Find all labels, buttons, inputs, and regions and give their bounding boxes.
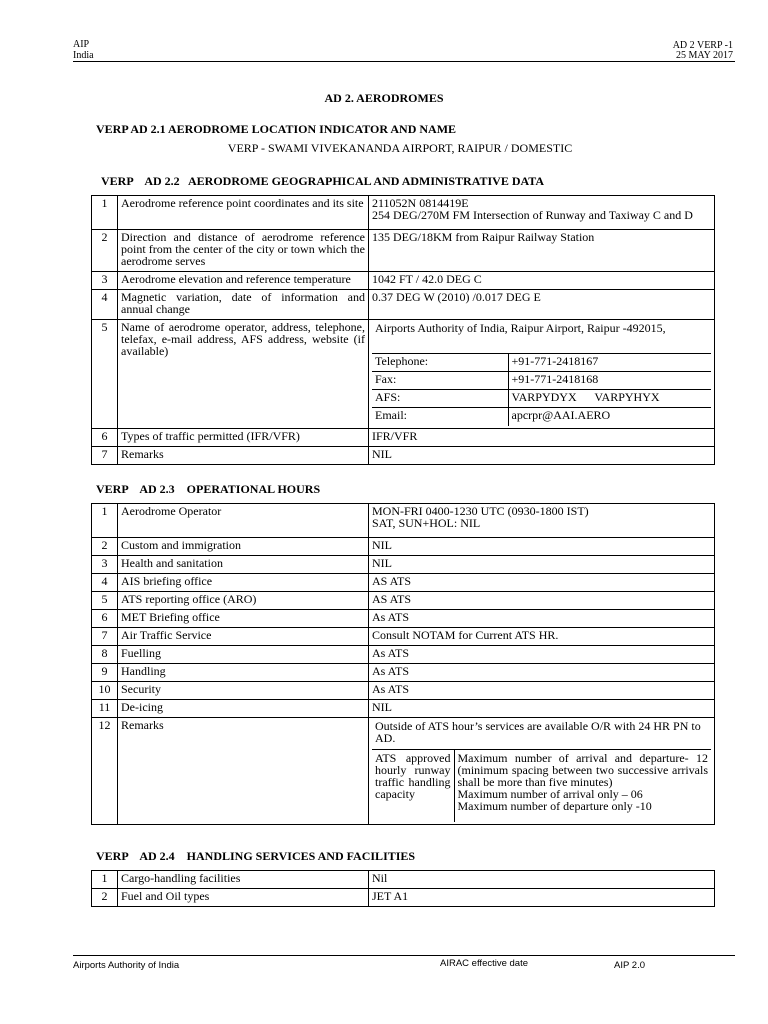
row-label: Handling <box>118 664 369 682</box>
header-page-ref: AD 2 VERP -1 <box>672 40 733 51</box>
header-date: 25 MAY 2017 <box>675 50 733 61</box>
table-row <box>92 592 715 610</box>
row-value: NIL <box>369 700 715 718</box>
capacity-row <box>372 750 711 822</box>
row-value: 0.37 DEG W (2010) /0.017 DEG E <box>369 290 715 320</box>
section-2-2-title: VERP AD 2.2 AERODROME GEOGRAPHICAL AND ADMINISTRATIVE DATA <box>101 174 545 188</box>
handling-services-table <box>91 870 715 907</box>
row-number: 1 <box>92 196 118 230</box>
footer-effective-date: AIRAC effective date <box>440 958 529 969</box>
table-row <box>92 504 715 538</box>
table-row <box>92 646 715 664</box>
footer-publisher: Airports Authority of India <box>73 960 180 971</box>
footer-divider <box>73 955 735 956</box>
header-country: India <box>73 50 94 61</box>
ats-remark: Outside of ATS hour’s services are available O/R with 24 HR PN to AD. <box>375 719 701 745</box>
row-value: As ATS <box>369 610 715 628</box>
row-label: Types of traffic permitted (IFR/VFR) <box>118 428 369 446</box>
table-row <box>92 718 715 825</box>
afs-value: VARPYDYX VARPYHYX <box>508 390 711 408</box>
row-label: MET Briefing office <box>118 610 369 628</box>
contact-table <box>372 353 711 426</box>
operator-details <box>369 320 715 429</box>
row-value: NIL <box>369 446 715 464</box>
capacity-label: ATS approved hourly runway traffic handling capacity <box>375 751 451 801</box>
row-number: 7 <box>92 446 118 464</box>
capacity-values <box>454 750 711 822</box>
table-row <box>92 556 715 574</box>
table-row <box>92 446 715 464</box>
row-value: 1042 FT / 42.0 DEG C <box>369 272 715 290</box>
telephone-value: +91-771-2418167 <box>508 354 711 372</box>
row-value: IFR/VFR <box>369 428 715 446</box>
table-row <box>92 230 715 272</box>
row-value: 135 DEG/18KM from Raipur Railway Station <box>369 230 715 272</box>
row-number: 9 <box>92 664 118 682</box>
row-number: 2 <box>92 230 118 272</box>
row-label: De-icing <box>118 700 369 718</box>
row-value: Consult NOTAM for Current ATS HR. <box>369 628 715 646</box>
table-row <box>92 871 715 889</box>
capacity-arrival-departure: Maximum number of arrival and departure- 12 (minimum spacing between two successive arrivals shall be more than five minutes) <box>457 751 708 789</box>
row-number: 3 <box>92 556 118 574</box>
row-number: 6 <box>92 610 118 628</box>
row-value: As ATS <box>369 664 715 682</box>
table-row <box>92 272 715 290</box>
contact-row <box>372 354 711 372</box>
section-2-3-title: VERP AD 2.3 OPERATIONAL HOURS <box>96 482 321 496</box>
table-row <box>92 320 715 429</box>
row-label: Aerodrome elevation and reference temperature <box>118 272 369 290</box>
contact-row <box>372 372 711 390</box>
section-2-4-title: VERP AD 2.4 HANDLING SERVICES AND FACILITIES <box>96 849 416 863</box>
table-row <box>92 700 715 718</box>
row-number: 4 <box>92 290 118 320</box>
contact-row <box>372 390 711 408</box>
contact-key: Email: <box>372 408 508 426</box>
row-label: ATS reporting office (ARO) <box>118 592 369 610</box>
row-number: 6 <box>92 428 118 446</box>
row-number: 2 <box>92 538 118 556</box>
table-row <box>92 682 715 700</box>
section-2-1-title: VERP AD 2.1 AERODROME LOCATION INDICATOR AND NAME <box>96 122 457 136</box>
table-row <box>92 428 715 446</box>
header-publication: AIP <box>73 39 90 50</box>
row-label: Cargo-handling facilities <box>118 871 369 889</box>
weekday-hours: MON-FRI 0400-1230 UTC (0930-1800 IST) <box>372 504 589 518</box>
row-value: AS ATS <box>369 592 715 610</box>
row-value: AS ATS <box>369 574 715 592</box>
page-title: AD 2. AERODROMES <box>324 91 444 105</box>
table-row <box>92 664 715 682</box>
email-value: apcrpr@AAI.AERO <box>508 408 711 426</box>
row-label: Aerodrome Operator <box>118 504 369 538</box>
row-label: Custom and immigration <box>118 538 369 556</box>
table-row <box>92 610 715 628</box>
row-label: Fuel and Oil types <box>118 889 369 907</box>
table-row <box>92 574 715 592</box>
row-number: 2 <box>92 889 118 907</box>
weekend-hours: SAT, SUN+HOL: NIL <box>372 516 481 530</box>
row-number: 12 <box>92 718 118 825</box>
row-label: AIS briefing office <box>118 574 369 592</box>
operational-hours-table <box>91 503 715 825</box>
row-value: Nil <box>369 871 715 889</box>
row-label: Aerodrome reference point coordinates and its site <box>118 196 369 230</box>
row-value: As ATS <box>369 646 715 664</box>
geo-admin-table <box>91 195 715 465</box>
row-number: 4 <box>92 574 118 592</box>
row-label: Health and sanitation <box>118 556 369 574</box>
header-left <box>73 39 94 61</box>
row-number: 1 <box>92 871 118 889</box>
row-number: 11 <box>92 700 118 718</box>
row-label: Direction and distance of aerodrome reference point from the center of the city or town which the aerodrome serves <box>118 230 369 272</box>
table-row <box>92 196 715 230</box>
contact-key: AFS: <box>372 390 508 408</box>
table-row <box>92 290 715 320</box>
operator-address: Airports Authority of India, Raipur Airport, Raipur -492015, <box>375 321 666 335</box>
row-number: 8 <box>92 646 118 664</box>
fax-value: +91-771-2418168 <box>508 372 711 390</box>
contact-key: Fax: <box>372 372 508 390</box>
row-number: 3 <box>92 272 118 290</box>
row-label: Air Traffic Service <box>118 628 369 646</box>
contact-row <box>372 408 711 426</box>
row-value: NIL <box>369 556 715 574</box>
row-value: NIL <box>369 538 715 556</box>
row-label: Remarks <box>118 446 369 464</box>
row-value: As ATS <box>369 682 715 700</box>
row-label: Fuelling <box>118 646 369 664</box>
row-label: Name of aerodrome operator, address, telephone, telefax, e-mail address, AFS address, website (if available) <box>118 320 369 429</box>
row-number: 5 <box>92 320 118 429</box>
row-value: JET A1 <box>369 889 715 907</box>
row-number: 5 <box>92 592 118 610</box>
header-right <box>673 41 733 61</box>
row-value <box>369 504 715 538</box>
table-row <box>92 889 715 907</box>
footer-version: AIP 2.0 <box>614 960 645 971</box>
row-number: 1 <box>92 504 118 538</box>
arp-coordinates: 211052N 0814419E <box>372 196 469 210</box>
row-label: Security <box>118 682 369 700</box>
capacity-departure-only: Maximum number of departure only -10 <box>457 799 652 813</box>
remarks-details <box>369 718 715 825</box>
row-number: 7 <box>92 628 118 646</box>
table-row <box>92 538 715 556</box>
row-number: 10 <box>92 682 118 700</box>
row-label: Magnetic variation, date of information and annual change <box>118 290 369 320</box>
aerodrome-name: VERP - SWAMI VIVEKANANDA AIRPORT, RAIPUR / DOMESTIC <box>227 141 573 155</box>
contact-key: Telephone: <box>375 354 429 368</box>
capacity-table <box>372 749 711 822</box>
row-value <box>369 196 715 230</box>
header-divider <box>73 61 735 62</box>
table-row <box>92 628 715 646</box>
capacity-arrival-only: Maximum number of arrival only – 06 <box>457 787 643 801</box>
row-label: Remarks <box>118 718 369 825</box>
arp-site: 254 DEG/270M FM Intersection of Runway and Taxiway C and D <box>372 208 693 222</box>
